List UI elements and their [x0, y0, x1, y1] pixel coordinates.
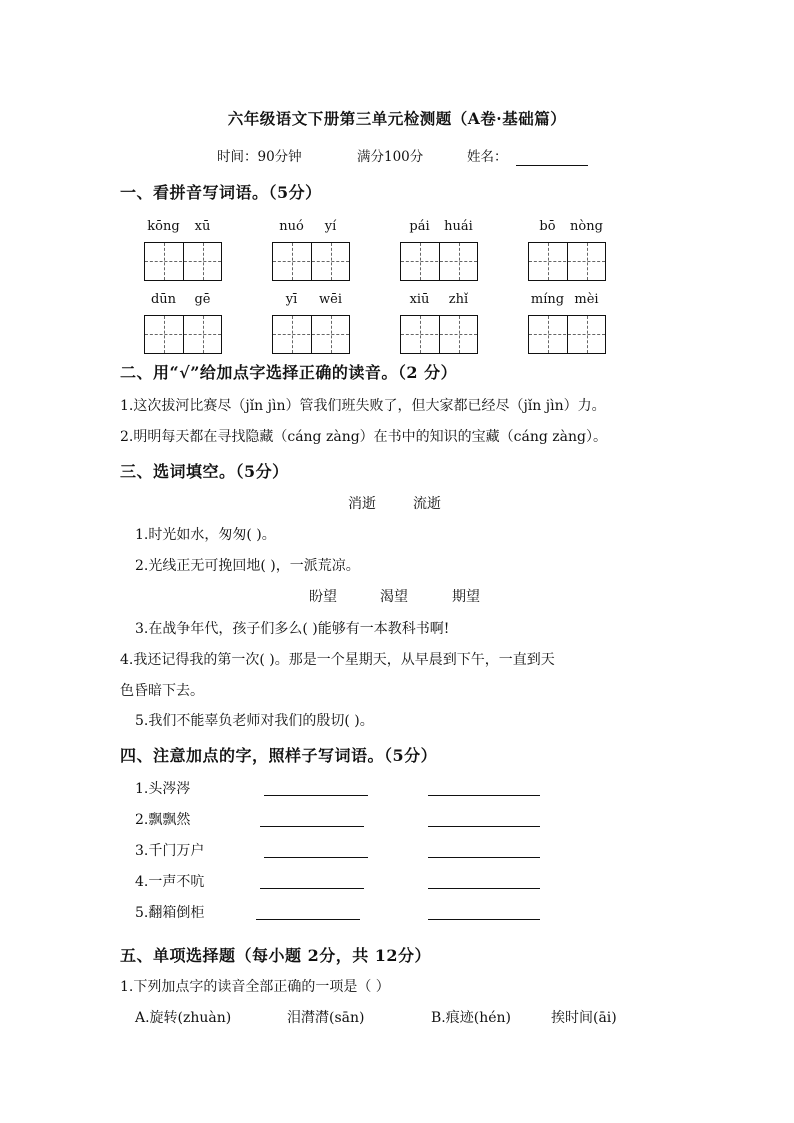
- name-blank[interactable]: [516, 147, 588, 166]
- s5-option-a: A.旋转(zhuàn): [135, 1010, 232, 1026]
- pinyin-label: míng: [530, 292, 565, 307]
- s4-item-4: 4.一声不吭: [135, 874, 205, 890]
- answer-line[interactable]: [428, 826, 540, 827]
- writing-box[interactable]: [144, 315, 222, 354]
- pinyin-label: nòng: [570, 219, 603, 234]
- pinyin-label: gē: [194, 292, 211, 307]
- s4-item-2: 2.飘飘然: [135, 812, 191, 828]
- writing-box[interactable]: [144, 242, 222, 281]
- answer-line[interactable]: [428, 888, 540, 889]
- pinyin-label: yī: [285, 292, 298, 307]
- answer-line[interactable]: [428, 919, 540, 920]
- s4-item-1: 1.头涔涔: [135, 781, 191, 797]
- word-choice-2: 流逝: [413, 496, 441, 512]
- answer-line[interactable]: [428, 857, 540, 858]
- answer-line[interactable]: [256, 919, 360, 920]
- s3-question-2: 2.光线正无可挽回地( )，一派荒凉。: [135, 558, 360, 574]
- pinyin-label: mèi: [574, 292, 599, 307]
- section-4-heading: 四、注意加点的字，照样子写词语。（5分）: [120, 746, 438, 765]
- writing-box[interactable]: [272, 242, 350, 281]
- word-choice-3: 盼望: [309, 589, 337, 605]
- time-label: 时间：90分钟: [217, 149, 302, 165]
- pinyin-label: xū: [194, 219, 211, 234]
- s2-question-2: 2.明明每天都在寻找隐藏（cáng zàng）在书中的知识的宝藏（cáng zàng）。: [120, 429, 607, 445]
- pinyin-label: nuó: [279, 219, 304, 234]
- name-label: 姓名：: [467, 149, 508, 165]
- pinyin-label: wēi: [319, 292, 342, 307]
- answer-line[interactable]: [264, 795, 368, 796]
- pinyin-label: pái: [409, 219, 430, 234]
- s4-item-3: 3.千门万户: [135, 843, 205, 859]
- pinyin-label: huái: [444, 219, 473, 234]
- s3-question-1: 1.时光如水，匆匆( )。: [135, 527, 276, 543]
- answer-line[interactable]: [428, 795, 540, 796]
- s3-question-4-cont: 色昏暗下去。: [120, 683, 204, 699]
- section-2-heading: 二、用“√”给加点字选择正确的读音。（2 分）: [120, 363, 458, 382]
- writing-box[interactable]: [528, 242, 606, 281]
- writing-box[interactable]: [400, 242, 478, 281]
- writing-box[interactable]: [400, 315, 478, 354]
- pinyin-label: dūn: [150, 292, 177, 307]
- s3-question-4: 4.我还记得我的第一次( )。那是一个星期天，从早晨到下午，一直到天: [120, 652, 555, 668]
- word-choice-1: 消逝: [348, 496, 376, 512]
- answer-line[interactable]: [260, 888, 364, 889]
- page-title: 六年级语文下册第三单元检测题（A卷·基础篇）: [227, 109, 567, 128]
- score-label: 满分100分: [357, 149, 424, 165]
- section-3-heading: 三、选词填空。（5分）: [120, 462, 289, 481]
- writing-box[interactable]: [528, 315, 606, 354]
- s3-question-5: 5.我们不能辜负老师对我们的殷切( )。: [135, 713, 374, 729]
- answer-line[interactable]: [260, 826, 364, 827]
- pinyin-label: kōng: [147, 219, 180, 234]
- writing-box[interactable]: [272, 315, 350, 354]
- pinyin-label: bō: [539, 219, 556, 234]
- pinyin-label: yí: [324, 219, 337, 234]
- section-1-heading: 一、看拼音写词语。（5分）: [120, 183, 322, 202]
- section-5-heading: 五、单项选择题（每小题 2分，共 12分）: [120, 946, 432, 965]
- s5-question-1: 1.下列加点字的读音全部正确的一项是（ ）: [120, 979, 390, 995]
- s5-option-a2: 泪潸潸(sān): [287, 1010, 365, 1026]
- pinyin-label: zhǐ: [448, 292, 469, 307]
- word-choice-4: 渴望: [380, 589, 408, 605]
- pinyin-label: xiū: [409, 292, 430, 307]
- s4-item-5: 5.翻箱倒柜: [135, 905, 205, 921]
- s3-question-3: 3.在战争年代，孩子们多么( )能够有一本教科书啊!: [135, 621, 450, 637]
- answer-line[interactable]: [264, 857, 368, 858]
- s2-question-1: 1.这次拔河比赛尽（jǐn jìn）管我们班失败了，但大家都已经尽（jǐn jìn）力。: [120, 398, 606, 414]
- s5-option-b: B.痕迹(hén): [431, 1010, 511, 1026]
- s5-option-b2: 挨时间(āi): [551, 1010, 617, 1026]
- word-choice-5: 期望: [452, 589, 480, 605]
